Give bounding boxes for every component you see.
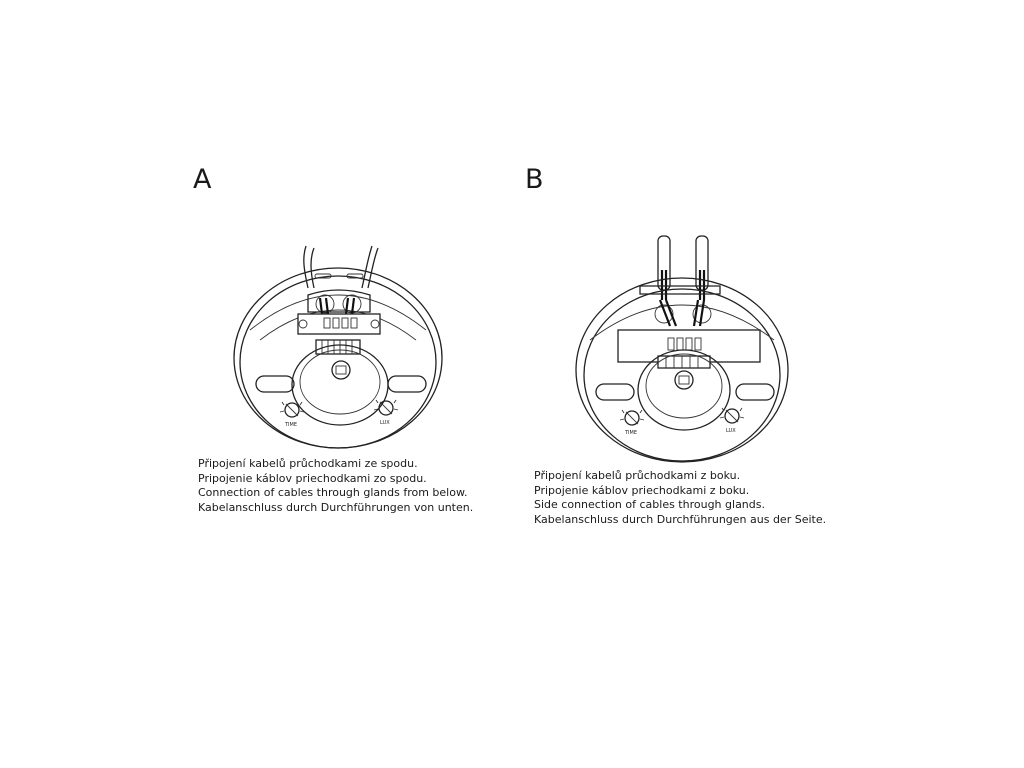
caption-line-cz: Připojení kabelů průchodkami ze spodu. [198,457,418,470]
panel-a-label: A [193,164,212,195]
housing-outer-rim [576,278,788,462]
caption-line-sk: Pripojenie káblov priechodkami zo spodu. [198,471,427,485]
time-label: TIME [285,422,298,428]
cable-left-inner [311,248,314,288]
housing-inner-rim [584,289,780,461]
panel-a-caption [198,457,473,515]
caption-line-de: Kabelanschluss durch Durchführungen von unten. [198,500,474,514]
sensor-lens-outer [292,345,388,425]
caption-line-cz: Připojení kabelů průchodkami z boku. [534,469,741,482]
caption-line-en: Connection of cables through glands from below. [198,486,468,499]
cable-right-outer [362,246,372,288]
cable-right [696,236,708,290]
cable-left [658,236,670,290]
sensor-side-connection-drawing [570,230,805,460]
mounting-slot-right [388,376,426,392]
lux-adjuster-icon [374,400,398,426]
sensor-lens-center [332,361,350,379]
sensor-bottom-connection-drawing [220,240,455,455]
sensor-lens-center [675,371,693,389]
mounting-slot-left [256,376,294,392]
mounting-slot-right [736,384,774,400]
time-adjuster-icon [620,410,644,436]
mounting-slot-left [596,384,634,400]
lux-adjuster-icon [720,408,744,434]
lux-label: LUX [380,420,390,426]
panel-b-label: B [525,164,544,195]
time-adjuster-icon [280,402,304,428]
time-label: TIME [625,430,638,436]
caption-line-sk: Pripojenie káblov priechodkami z boku. [534,483,750,497]
caption-line-en: Side connection of cables through glands. [534,498,765,511]
panel-b-caption [534,469,826,527]
lux-label: LUX [726,428,736,434]
caption-line-de: Kabelanschluss durch Durchführungen aus der Seite. [534,512,827,526]
